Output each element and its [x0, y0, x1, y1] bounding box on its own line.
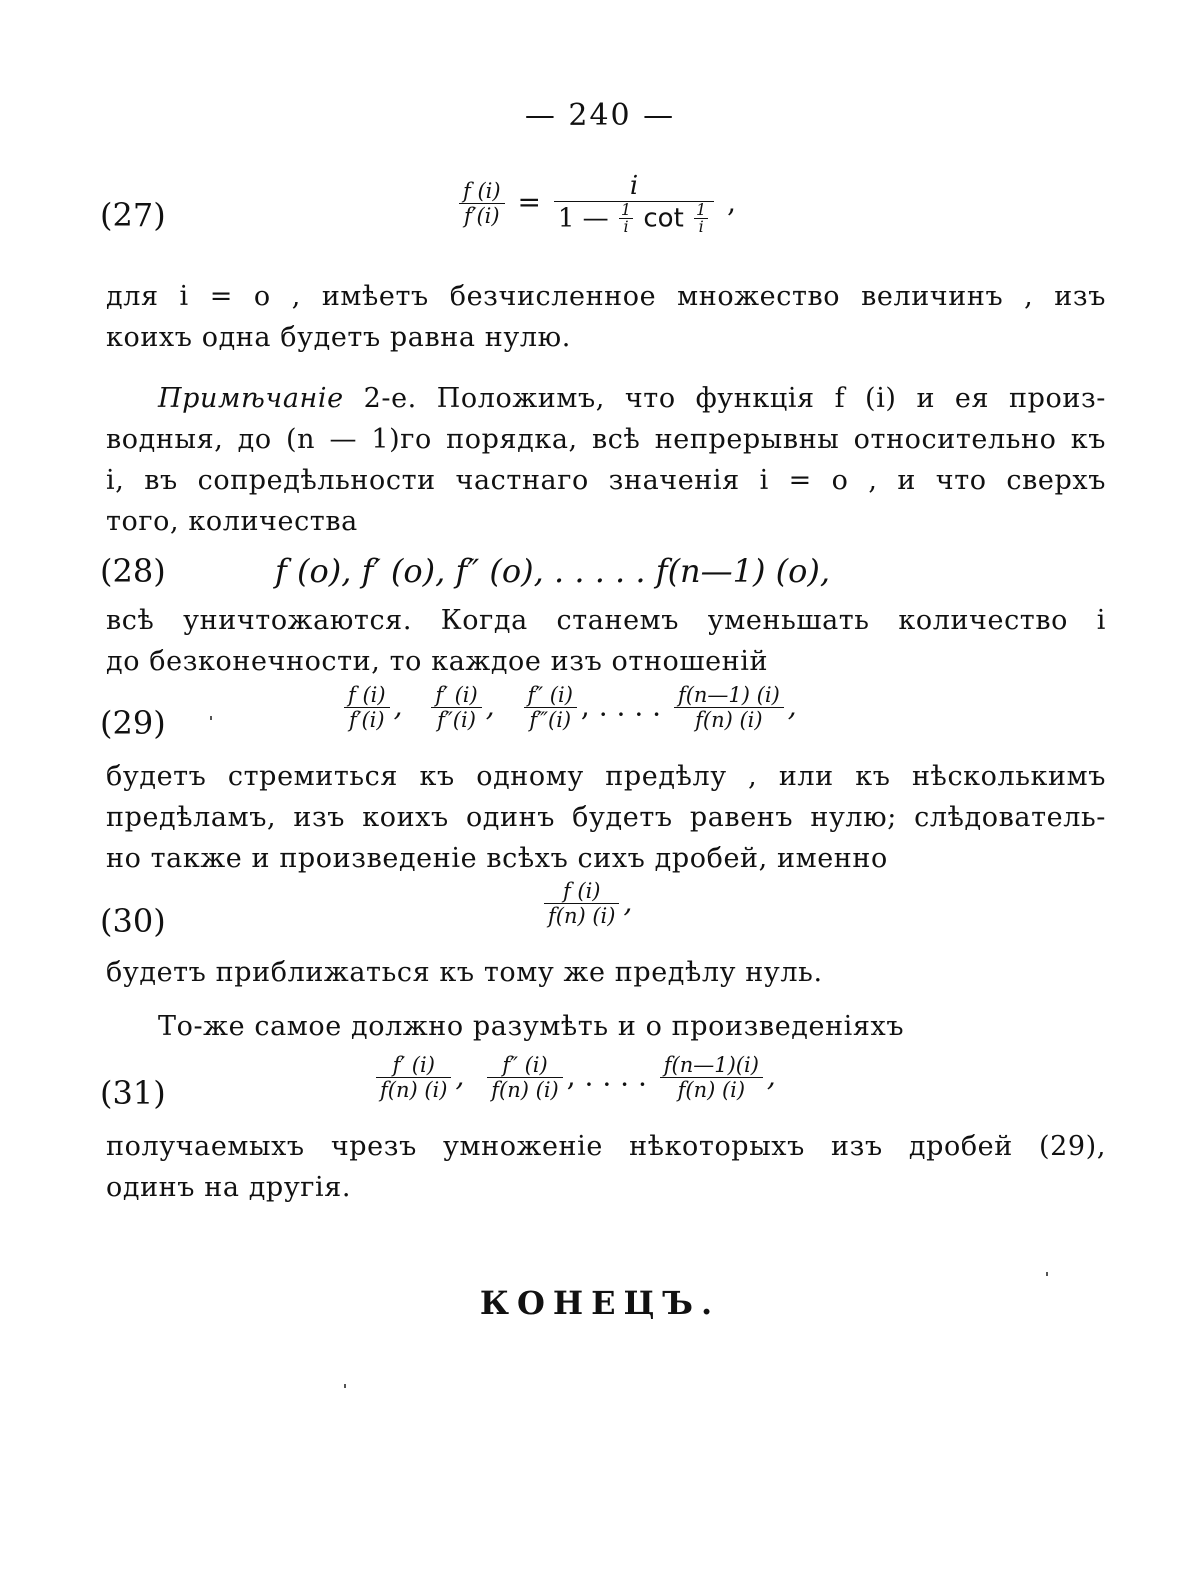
fraction: i 1 — $\frac{1}{i}$ cot $\frac{1}{i}$: [554, 172, 714, 236]
paragraph: То-же самое должно разумѣть и о произведеніяхъ: [158, 1011, 905, 1042]
equation-number: (31): [100, 1074, 166, 1112]
paragraph: будетъ стремиться къ одному предѣлу , или къ нѣсколькимъ предѣламъ, изъ коихъ одинъ будетъ равенъ нулю; слѣдователь- но также и произведеніе всѣхъ сихъ дробей, именно: [106, 761, 1106, 874]
equation-29: [100, 684, 1100, 756]
equation-27: [100, 172, 1100, 262]
paragraph: получаемыхъ чрезъ умноженіе нѣкоторыхъ изъ дробей (29), одинъ на другія.: [106, 1131, 1106, 1203]
equation-body: $\frac{f' (i)}{f(n) (i)}$ , $\frac{f'' (i)}{f(n) (i)}$ , . . . . $\frac{f(n—1)(i)}{f(n) (i)}$ ,: [372, 1054, 776, 1102]
equation-number: (30): [100, 902, 166, 940]
equation-30: [100, 880, 1100, 950]
equation-body: $\frac{f (i)}{f'(i)}$ , $\frac{f' (i)}{f''(i)}$ , $\frac{f'' (i)}{f‴(i)}$ , . . . . $\frac{f(n—1) (i)}{f(n) (i)}$ ,: [340, 684, 797, 732]
paragraph: будетъ приближаться къ тому же предѣлу нуль.: [106, 957, 823, 988]
end-title: КОНЕЦЪ.: [479, 1284, 721, 1322]
equation-body: f (o), f′ (o), f″ (o), . . . . . f(n—1) (o),: [275, 552, 831, 590]
scan-speck: [344, 1384, 346, 1388]
equation-number: (27): [100, 196, 166, 234]
note-label: Примѣчаніе: [158, 383, 344, 414]
paragraph: всѣ уничтожаются. Когда станемъ уменьшать количество i до безконечности, то каждое изъ отношеній: [106, 605, 1106, 677]
fraction: $\frac{f (i)}{f'(i)}$: [459, 180, 505, 228]
scan-speck: [1046, 1272, 1048, 1276]
scan-speck: [210, 716, 212, 720]
paragraph-note: Примѣчаніе 2-е. Положимъ, что функція f (i) и ея произ- водныя, до (n — 1)го порядка, всѣ непрерывны относительно къ i, въ сопредѣльности частнаго значенія i = o , и что сверхъ того, количества: [106, 383, 1106, 537]
page-number: — 240 —: [524, 98, 676, 133]
equation-number: (29): [100, 704, 166, 742]
equation-body: $\frac{f (i)}{f(n) (i)}$ ,: [540, 880, 632, 928]
equation-31: [100, 1052, 1100, 1124]
equation-number: (28): [100, 552, 166, 590]
paragraph: для i = o , имѣетъ безчисленное множество величинъ , изъ коихъ одна будетъ равна нулю.: [106, 281, 1106, 353]
equation-body: $\frac{f (i)}{f'(i)}$ = i 1 — $\frac{1}{i}$ cot $\frac{1}{i}$ ,: [455, 172, 736, 236]
equals-sign: =: [517, 185, 541, 219]
equation-28: [100, 548, 1100, 598]
